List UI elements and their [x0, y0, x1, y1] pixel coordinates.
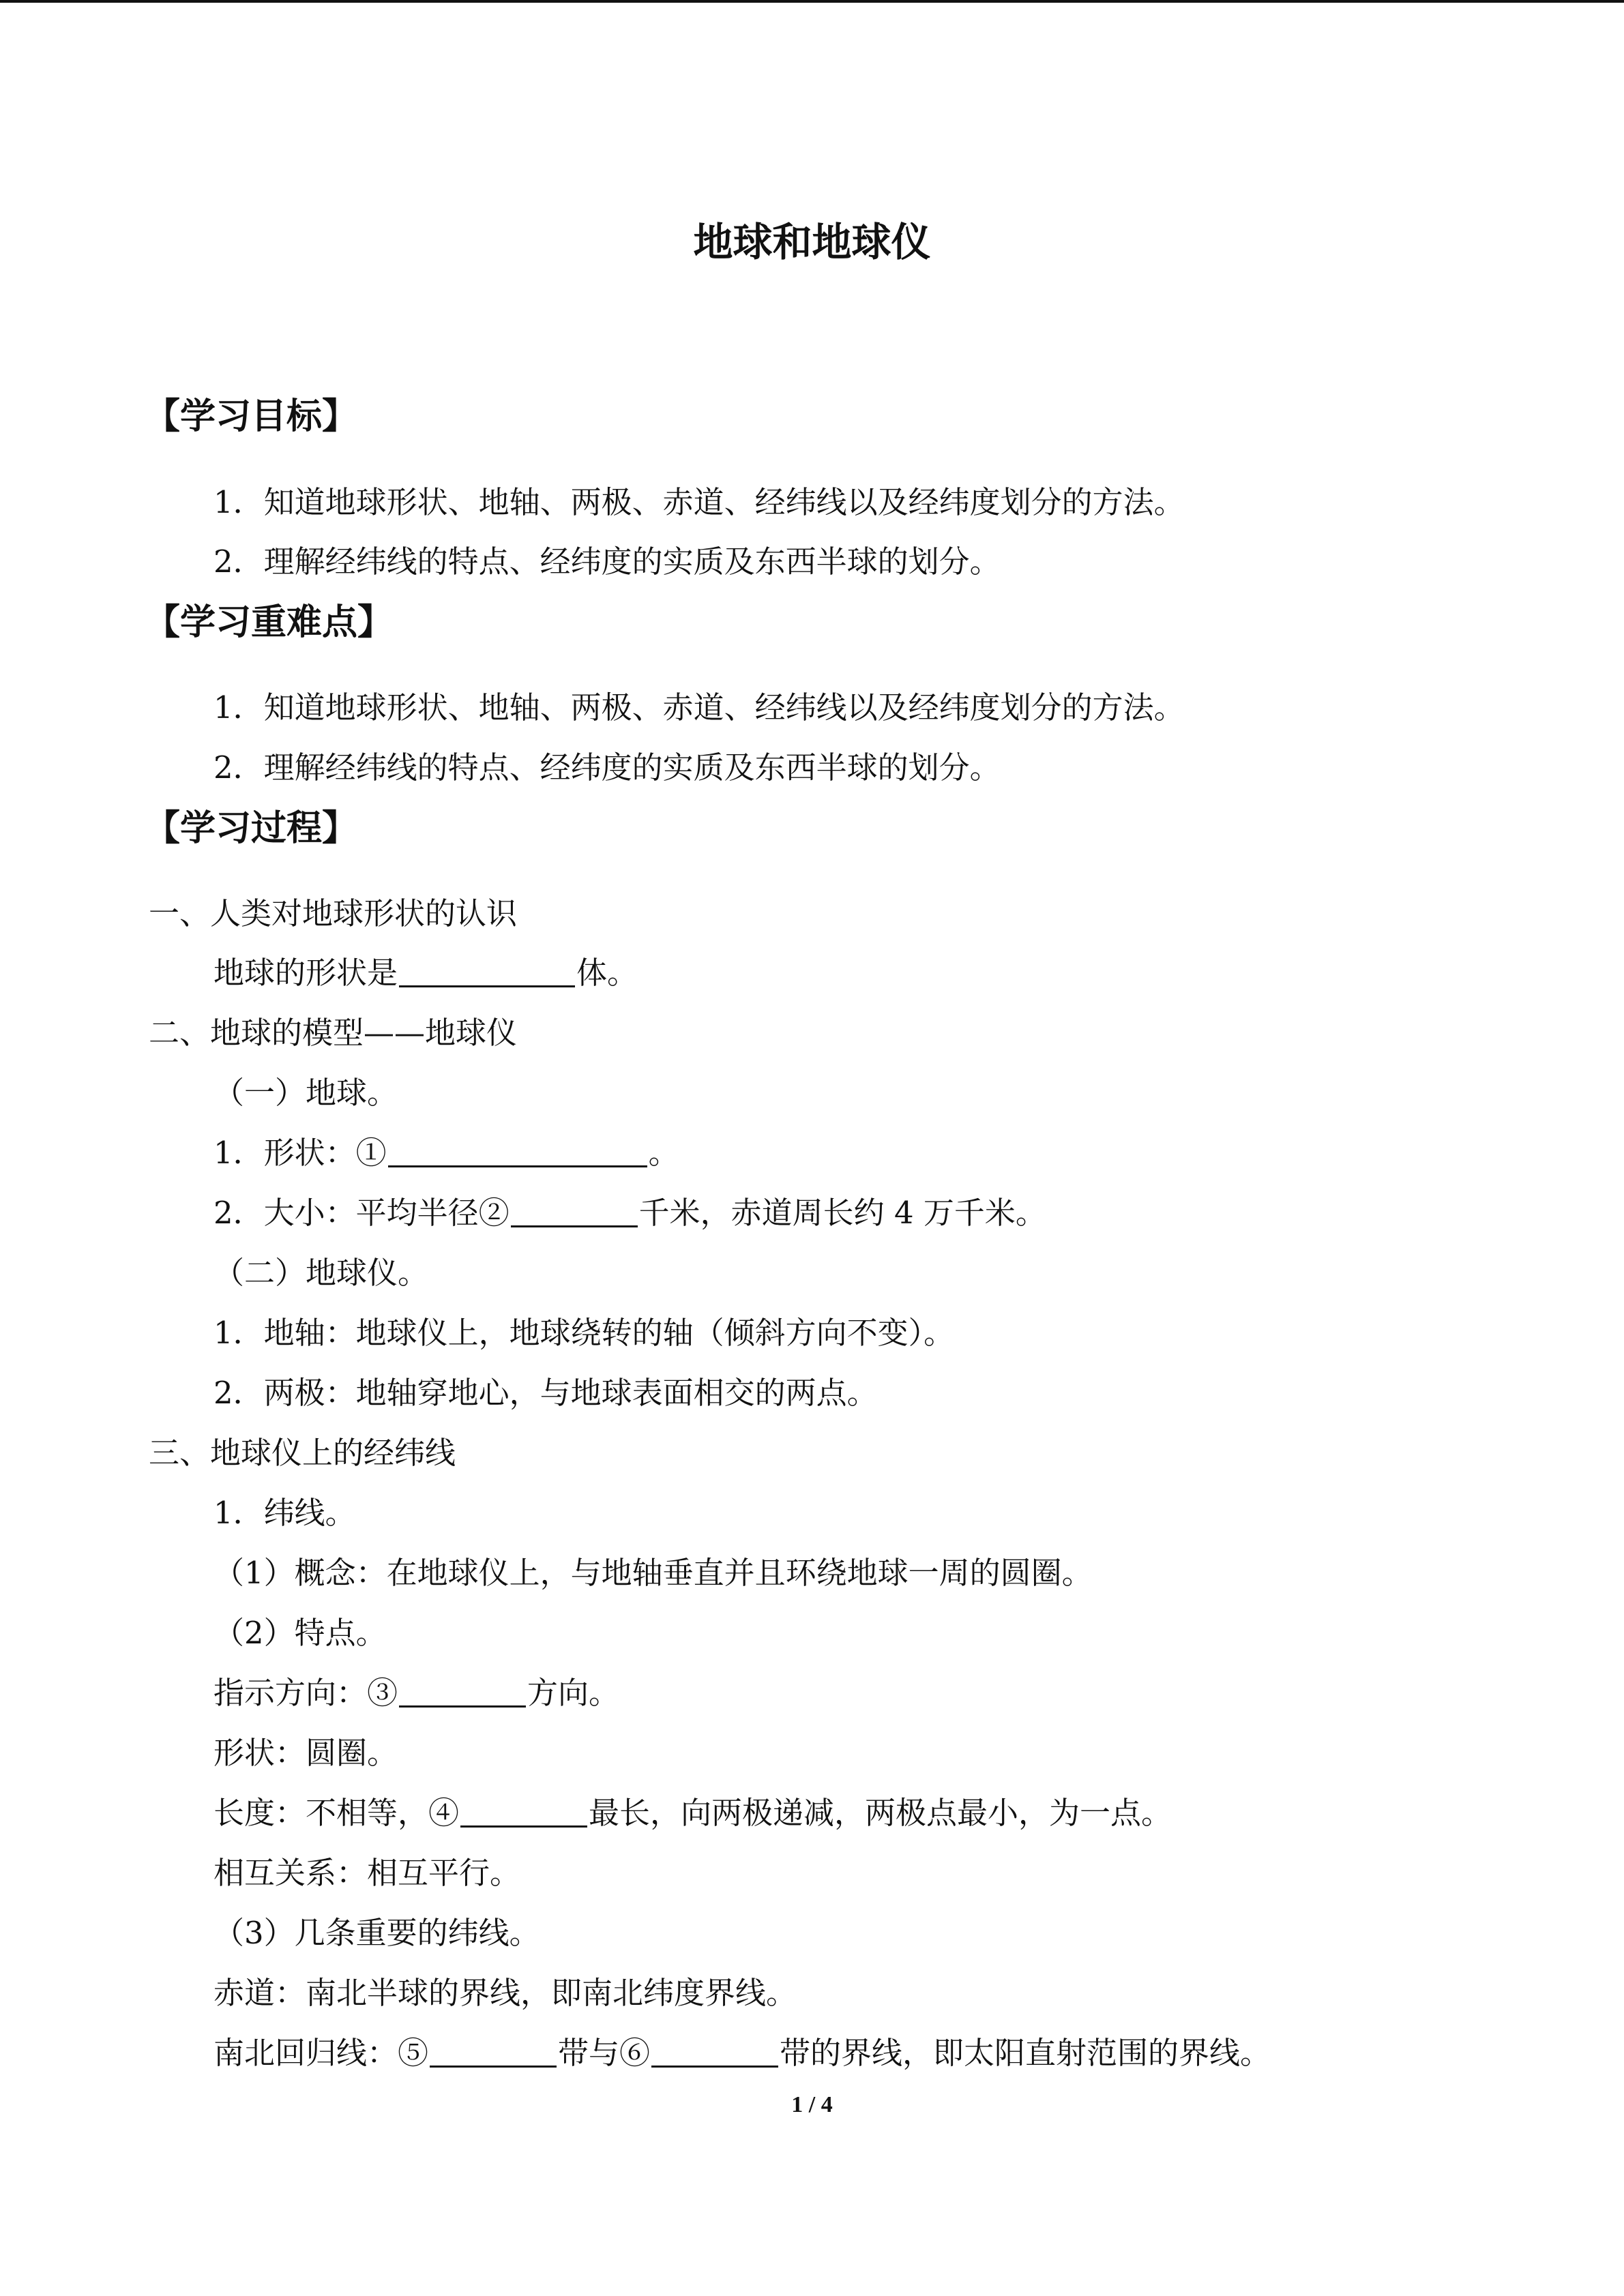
tropics-suffix: 带的界线，即太阳直射范围的界线。	[780, 2035, 1271, 2071]
heading-key-points: 【学习重难点】	[145, 602, 394, 643]
direction-prefix: 指示方向：③	[213, 1675, 398, 1711]
earth-size-prefix: 2．大小：平均半径②	[213, 1195, 510, 1231]
answer-blank-3[interactable]	[399, 1675, 526, 1708]
document-title: 地球和地球仪	[693, 219, 931, 265]
important-latitudes: （3）几条重要的纬线。	[213, 1915, 540, 1951]
top-border	[0, 0, 1624, 3]
answer-blank-shape[interactable]	[399, 955, 575, 987]
page-number: 1 / 4	[791, 2092, 833, 2117]
equator-definition: 赤道：南北半球的界线，即南北纬度界线。	[213, 1975, 797, 2011]
length-prefix: 长度：不相等，④	[213, 1795, 460, 1831]
direction-suffix: 方向。	[527, 1675, 620, 1711]
key-point-item-2: 2．理解经纬线的特点、经纬度的实质及东西半球的划分。	[213, 749, 1001, 786]
length-question	[213, 1788, 1172, 1832]
heading-process: 【学习过程】	[145, 808, 358, 849]
direction-question	[213, 1668, 619, 1712]
section-2-title: 二、地球的模型——地球仪	[149, 1015, 518, 1051]
subsection-earth: （一）地球。	[213, 1075, 398, 1111]
tropics-question	[213, 2028, 1271, 2072]
earth-shape-question	[213, 1128, 679, 1172]
earth-size-question	[213, 1188, 1046, 1232]
tropics-middle: 带与⑥	[558, 2035, 651, 2071]
section-1-title: 一、人类对地球形状的认识	[149, 895, 518, 931]
subsection-globe: （二）地球仪。	[213, 1255, 429, 1291]
answer-blank-2[interactable]	[511, 1195, 638, 1227]
goal-item-1: 1．知道地球形状、地轴、两极、赤道、经纬线以及经纬度划分的方法。	[213, 484, 1185, 520]
shape-question-suffix: 体。	[576, 955, 638, 991]
earth-size-suffix: 千米，赤道周长约 4 万千米。	[638, 1195, 1046, 1231]
latitude-features: （2）特点。	[213, 1615, 387, 1651]
earth-shape-prefix: 1．形状：①	[213, 1135, 387, 1171]
shape-question	[213, 948, 638, 992]
answer-blank-5[interactable]	[430, 2036, 557, 2068]
latitude-relation: 相互关系：相互平行。	[213, 1855, 521, 1891]
length-suffix: 最长，向两极递减，两极点最小，为一点。	[589, 1795, 1172, 1831]
shape-question-prefix: 地球的形状是	[213, 955, 398, 991]
tropics-prefix: 南北回归线：⑤	[213, 2035, 429, 2071]
axis-definition: 1．地轴：地球仪上，地球绕转的轴（倾斜方向不变）。	[213, 1315, 955, 1351]
poles-definition: 2．两极：地轴穿地心，与地球表面相交的两点。	[213, 1375, 878, 1411]
goal-item-2: 2．理解经纬线的特点、经纬度的实质及东西半球的划分。	[213, 543, 1001, 580]
answer-blank-1[interactable]	[388, 1135, 647, 1167]
answer-blank-4[interactable]	[460, 1795, 587, 1828]
earth-shape-suffix: 。	[648, 1135, 679, 1171]
latitude-heading: 1．纬线。	[213, 1495, 356, 1531]
section-3-title: 三、地球仪上的经纬线	[149, 1435, 456, 1471]
latitude-concept: （1）概念：在地球仪上，与地轴垂直并且环绕地球一周的圆圈。	[213, 1555, 1093, 1591]
latitude-form: 形状：圆圈。	[213, 1735, 398, 1771]
key-point-item-1: 1．知道地球形状、地轴、两极、赤道、经纬线以及经纬度划分的方法。	[213, 689, 1185, 726]
heading-goals: 【学习目标】	[145, 396, 358, 437]
answer-blank-6[interactable]	[651, 2036, 778, 2068]
